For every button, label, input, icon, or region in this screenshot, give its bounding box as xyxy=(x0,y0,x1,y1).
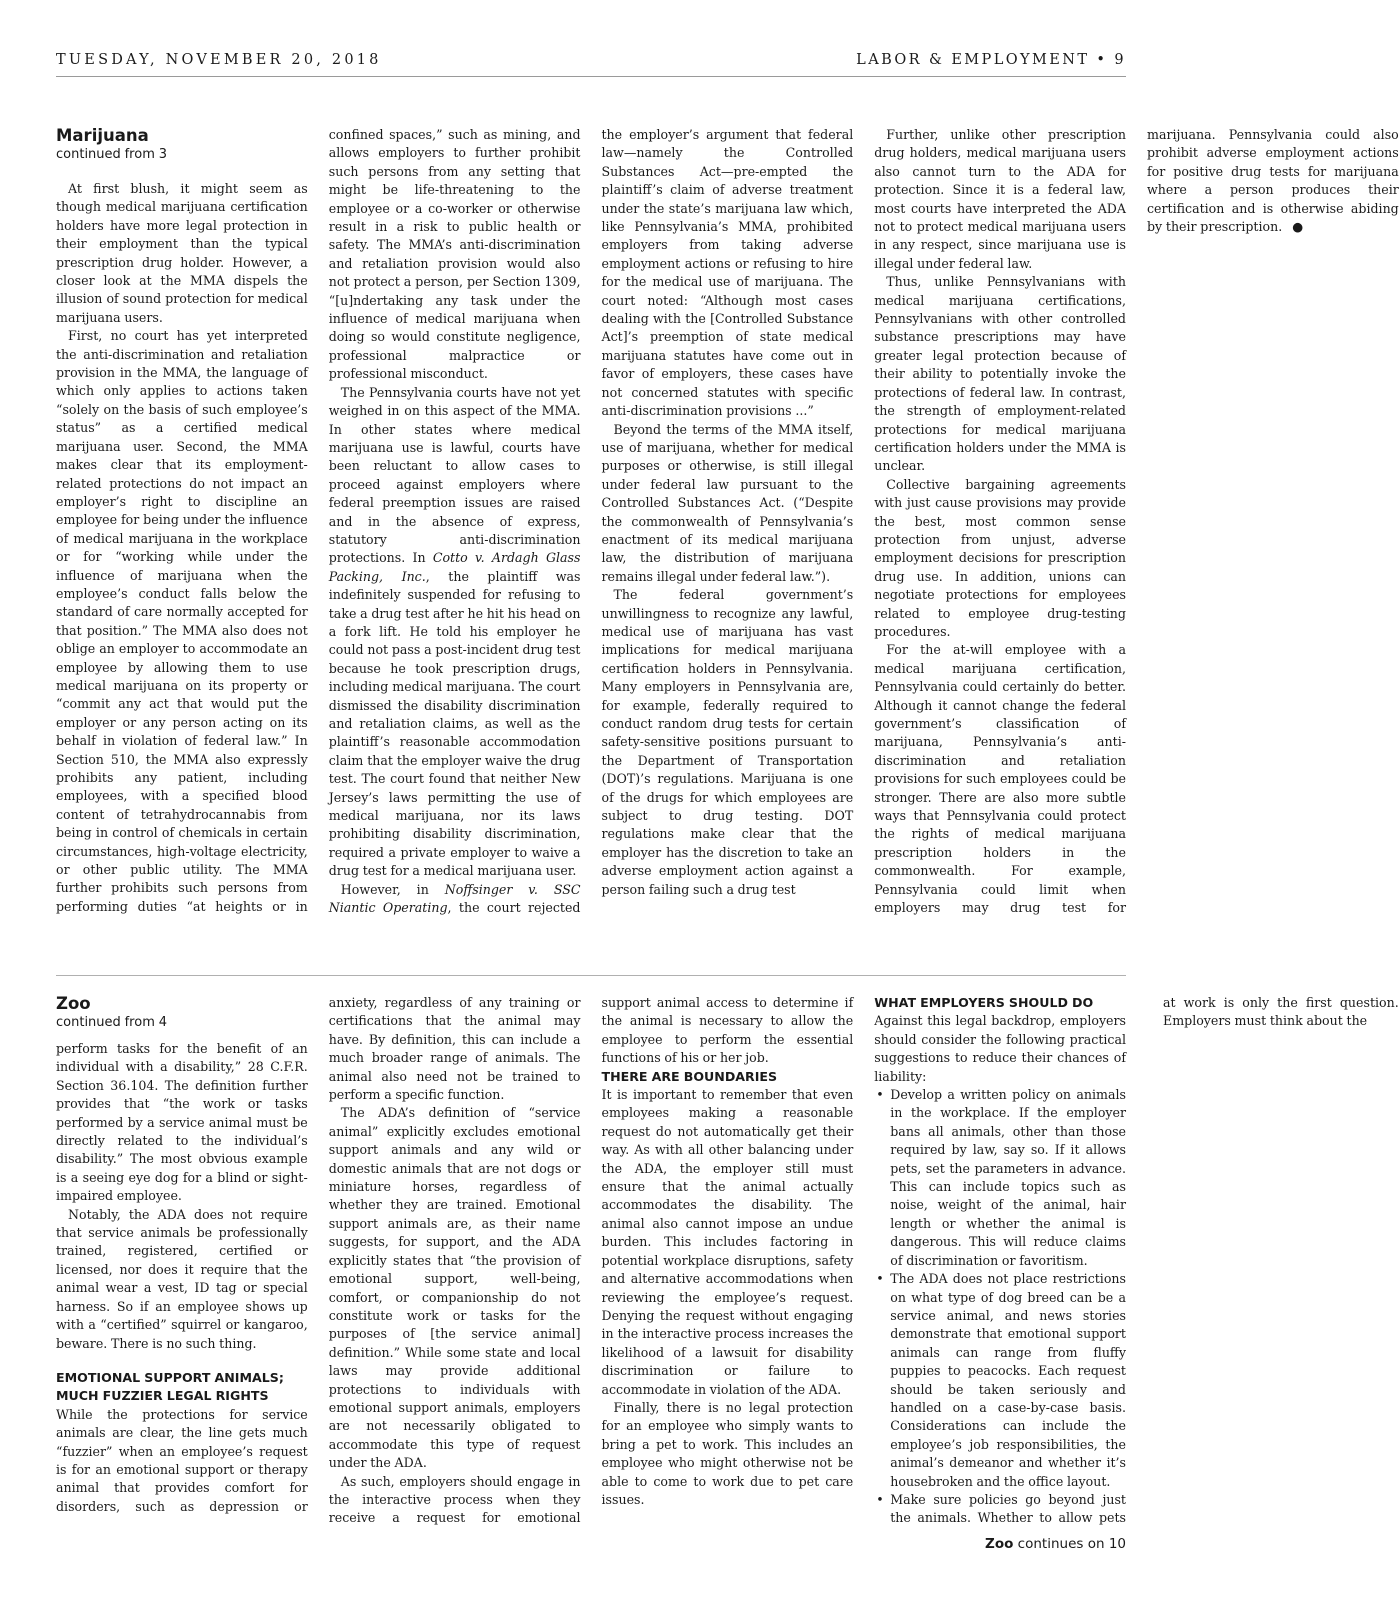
zoo-continued-from: continued from 4 xyxy=(56,1015,167,1030)
marijuana-text: For the at-will employee with a medical marijuana certification, Pennsylvania could certainly do better. Although it cannot change the federal government’s classification of marijuana, Pennsylvania’s anti-discrimination and retaliation provisions for such employees could be stronger. There are also more subtle ways that Pennsylvania could protect the rights of medical marijuana prescription holders in the commonwealth. For example, Pennsylvania could limit when employers may drug test for marijuana. Pennsylvania could also prohibit adverse employment actions for positive drug tests for marijuana where a person produces their certification and is otherwise abiding by their prescription. xyxy=(874,127,1399,916)
marijuana-paragraph xyxy=(329,384,581,881)
list-item: • The ADA does not place restrictions on what type of dog breed can be a service animal, and news stories demonstrate that emotional support animals can range from fluffy puppies to peacocks. Each request should be taken seriously and handled on a case-by-case basis. Considerations can include the employee’s job responsibilities, the animal’s demeanor and whether it’s housebroken and the office layout. xyxy=(874,1270,1126,1491)
marijuana-text: The Pennsylvania courts have not yet weighed in on this aspect of the MMA. In other states where medical marijuana use is lawful, courts have been reluctant to allow cases to proceed against employers where federal preemption issues are raised and in the absence of express, statutory anti-discrimination protections. In xyxy=(328,384,581,566)
section-page-label: LABOR & EMPLOYMENT • 9 xyxy=(856,52,1126,68)
jump-page-text: continues on 10 xyxy=(1013,1536,1126,1552)
zoo-paragraph: Notably, the ADA does not require that service animals be professionally trained, registered, certified or licensed, nor does it require that the animal wear a vest, ID tag or special harness. So if an employee shows up with a “certified” squirrel or kangaroo, beware. There is no such thing. xyxy=(56,1206,308,1351)
zoo-title: Zoo xyxy=(56,994,91,1013)
zoo-paragraph: It is important to remember that even employees making a reasonable request do not automatically get their way. As with all other balancing under the ADA, the employer still must ensure that the animal actually accommodates the disability. The animal also cannot impose an undue burden. This includes factoring in potential workplace disruptions, safety and alternative accommodations when reviewing the employee’s request. Denying the request without engaging in the interactive process increases the likelihood of a lawsuit for disability discrimination or failure to accommodate in violation of the ADA. xyxy=(601,1087,854,1397)
marijuana-paragraph: The federal government’s unwillingness to recognize any lawful, medical use of marijuana has vast implications for medical marijuana certification holders in Pennsylvania. Many employers in Pennsylvania are, for example, federally required to conduct random drug tests for certain safety-sensitive positions pursuant to the Department of Transportation (DOT)’s regulations. Marijuana is one of the drugs for which employees are subject to drug testing. DOT regulations make clear that the employer has the discretion to take an adverse employment action against a person failing such a drug test xyxy=(601,587,854,897)
zoo-subheading: WHAT EMPLOYERS SHOULD DO xyxy=(874,995,1094,1010)
marijuana-title: Marijuana xyxy=(56,126,149,145)
jump-article-name: Zoo xyxy=(985,1536,1014,1552)
case-name-noffsinger: Noffsinger v. SSC Niantic Operating xyxy=(328,881,581,916)
zoo-paragraph: As such, employers should engage in the interactive process when they receive a request for emotional support animal access to determine if the animal is necessary to allow the employee to perform the essential functions of his or her job. xyxy=(328,995,854,1526)
marijuana-paragraph: Further, unlike other prescription drug holders, medical marijuana users also cannot turn to the ADA for protection. Since it is a federal law, most courts have interpreted the ADA not to protect medical marijuana users in any respect, since marijuana use is illegal under federal law. xyxy=(874,127,1126,271)
marijuana-paragraph: First, no court has yet interpreted the anti-discrimination and retaliation provision in the MMA, the language of which only applies to actions taken “solely on the basis of such employee’s status” as a certified medical marijuana user. Second, the MMA makes clear that its employment-related protections do not impact an employer’s right to discipline an employee for being under the influence of medical marijuana in the workplace or for “working while under the influence of marijuana when the employee’s conduct falls below the standard of care normally accepted for that position.” The MMA also does not oblige an employer to accommodate an employee by allowing them to use medical marijuana on its property or “commit any act that would put the employer or any person acting on its behalf in violation of federal law.” In Section 510, the MMA also expressly prohibits any patient, including employees, with a specified blood content of tetrahydrocannabis from being in control of chemicals in certain circumstances, high-voltage electricity, or other public utility. The MMA further prohibits such persons from performing duties “at heights or in confined spaces,” such as mining, and allows employers to further prohibit such persons from any setting that might be life-threatening to the employee or a co-worker or otherwise result in a risk to public health or safety. The MMA’s anti-discrimination and retaliation provision would also not protect a person, per Section 1309, “[u]ndertaking any task under the influence of medical marijuana when doing so would constitute negligence, professional malpractice or professional misconduct. xyxy=(56,127,581,914)
list-item: • Make sure policies go beyond just the animals. Whether to allow pets at work is only the first question. Employers must think about the xyxy=(874,994,1399,1534)
marijuana-paragraph: Beyond the terms of the MMA itself, use of marijuana, whether for medical purposes or otherwise, is still illegal under federal law pursuant to the Controlled Substances Act. (“Despite the commonwealth of Pennsylvania’s enactment of its medical marijuana law, the distribution of marijuana remains illegal under federal law.”). xyxy=(601,421,854,584)
marijuana-paragraph: Collective bargaining agreements with just cause provisions may provide the best, most common sense protection from unjust, adverse employment decisions for prescription drug use. In addition, unions can negotiate protections for employees related to employee drug-testing procedures. xyxy=(874,476,1126,639)
issue-date: TUESDAY, NOVEMBER 20, 2018 xyxy=(56,52,382,68)
zoo-paragraph: perform tasks for the benefit of an individual with a disability,” 28 C.F.R. Section 36.104. The definition further provides that “the work or tasks performed by a service animal must be directly related to the individual’s disability.” The most obvious example is a seeing eye dog for a blind or sight-impaired employee. xyxy=(56,1041,308,1204)
zoo-article xyxy=(56,994,1399,1534)
page-header xyxy=(56,48,1126,77)
zoo-paragraph: Against this legal backdrop, employers should consider the following practical suggestions to reduce their chances of liability: xyxy=(874,1013,1126,1084)
end-of-article-mark: ● xyxy=(1292,219,1304,235)
article-divider xyxy=(56,975,1126,976)
zoo-paragraph: While the protections for service animals are clear, the line gets much “fuzzier” when an employee’s request is for an emotional support or therapy animal that provides comfort for disorders, such as depression or anxiety, regardless of any training or certifications that the animal may have. By definition, this can include a much broader range of animals. The animal also need not be trained to perform a specific function. xyxy=(56,995,581,1514)
marijuana-paragraph: At first blush, it might seem as though medical marijuana certification holders have more legal protection in their employment than the typical prescription drug holder. However, a closer look at the MMA dispels the illusion of sound protection for medical marijuana users. xyxy=(56,181,308,325)
marijuana-text: , the plaintiff was indefinitely suspended for refusing to take a drug test after he hit his head on a fork lift. He told his employer he could not pass a post-incident drug test because he took prescription drugs, including medical marijuana. The court dismissed the disability discrimination and retaliation claims, as well as the plaintiff’s reasonable accommodation claim that the employer waive the drug test. The court found that neither New Jersey’s laws permitting the use of medical marijuana, nor its laws prohibiting disability discrimination, required a private employer to waive a drug test for a medical marijuana user. xyxy=(328,568,581,879)
marijuana-article xyxy=(56,126,1399,926)
zoo-subheading: THERE ARE BOUNDARIES xyxy=(601,1068,778,1084)
case-name-cotto: Cotto v. Ardagh Glass Packing, Inc. xyxy=(328,550,581,584)
marijuana-paragraph: Thus, unlike Pennsylvanians with medical marijuana certifications, Pennsylvanians with other controlled substance prescriptions may have greater legal protection because of their ability to potentially invoke the protections of federal law. In contrast, the strength of employment-related protections for medical marijuana certification holders under the MMA is unclear. xyxy=(874,274,1126,474)
zoo-paragraph: Finally, there is no legal protection for an employee who simply wants to bring a pet to work. This includes an employee who might otherwise not be able to come to work due to pet care issues. xyxy=(601,1399,854,1507)
marijuana-text: However, in xyxy=(340,881,445,897)
list-item: • Develop a written policy on animals in the workplace. If the employer bans all animals, other than those required by law, say so. If it allows pets, set the parameters in advance. This can include topics such as noise, weight of the animal, hair length or whether the animal is dangerous. This will reduce claims of discrimination or favoritism. xyxy=(874,1086,1126,1270)
zoo-paragraph: The ADA’s definition of “service animal” explicitly excludes emotional support animals and any wild or domestic animals that are not dogs or miniature horses, regardless of whether they are trained. Emotional support animals are, as their name suggests, for support, and the ADA explicitly states that “the provision of emotional support, well-being, comfort, or companionship do not constitute work or tasks for the purposes of [the service animal] definition.” While some state and local laws may provide additional protections to individuals with emotional support animals, employers are not necessarily obligated to accommodate this type of request under the ADA. xyxy=(328,1105,581,1471)
marijuana-continued-from: continued from 3 xyxy=(56,147,167,162)
zoo-subheading: EMOTIONAL SUPPORT ANIMALS; MUCH FUZZIER LEGAL RIGHTS xyxy=(56,1369,284,1404)
continued-on-line xyxy=(880,1536,1126,1552)
marijuana-text: , the court rejected the employer’s argument that federal law—namely the Controlled Substances Act—pre-empted the plaintiff’s claim of adverse treatment under the state’s marijuana law which, like Pennsylvania’s MMA, prohibited employers from taking adverse employment actions or refusing to hire for the medical use of marijuana. The court noted: “Although most cases dealing with the [Controlled Substance Act]’s preemption of state medical marijuana statutes have come out in favor of employers, these cases have not concerned statutes with specific anti-discrimination provisions ...” xyxy=(447,127,854,916)
